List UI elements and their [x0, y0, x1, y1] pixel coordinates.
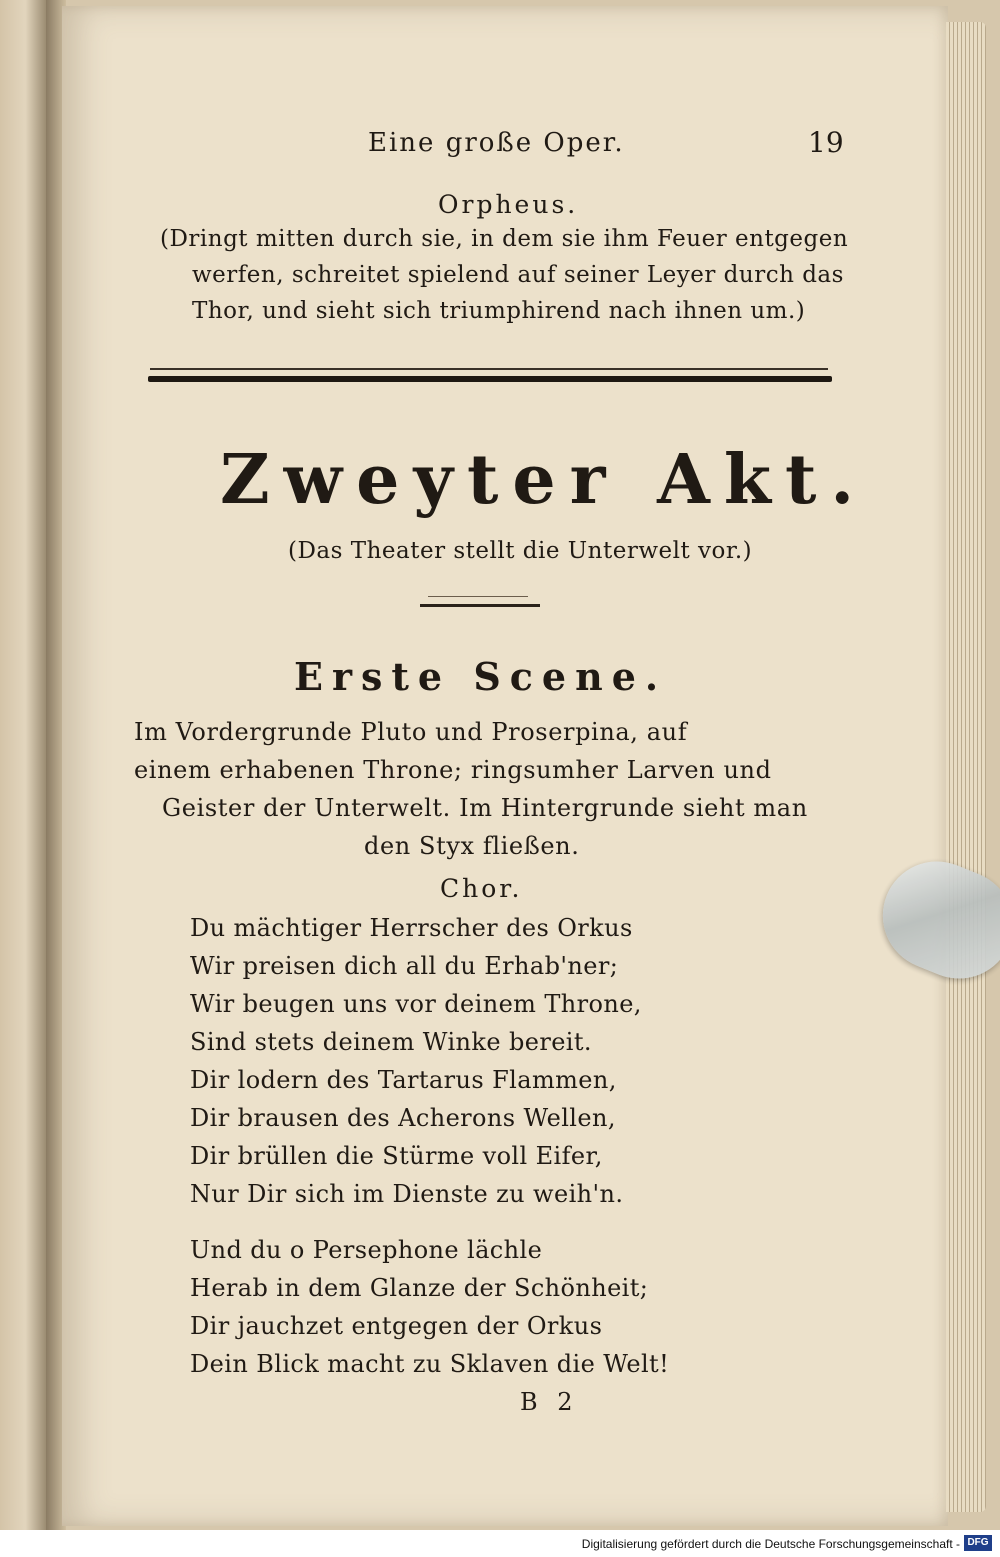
divider-thin	[150, 368, 828, 370]
verse-line: Herab in dem Glanze der Schönheit;	[190, 1274, 649, 1302]
verse-line: Nur Dir sich im Dienste zu weih'n.	[190, 1180, 624, 1208]
scene-description-line: einem erhabenen Throne; ringsumher Larven und	[134, 756, 772, 784]
verse-line: Dir lodern des Tartarus Flammen,	[190, 1066, 617, 1094]
scene-description-line: den Styx fließen.	[364, 832, 580, 860]
verse-line: Dir brüllen die Stürme voll Eifer,	[190, 1142, 603, 1170]
funding-credit: Digitalisierung gefördert durch die Deutsche Forschungsgemeinschaft -	[581, 1537, 960, 1551]
speaker-name: Orpheus.	[438, 190, 579, 219]
verse-line: Du mächtiger Herrscher des Orkus	[190, 914, 633, 942]
ornament-rule	[428, 596, 528, 597]
chorus-speaker: Chor.	[440, 874, 523, 903]
ornament-rule	[420, 604, 540, 607]
stage-direction-line: (Dringt mitten durch sie, in dem sie ihm Feuer entgegen	[160, 226, 849, 252]
verse-line: Und du o Persephone lächle	[190, 1236, 543, 1264]
page-stack-edges	[946, 22, 986, 1512]
verse-line: Dir jauchzet entgegen der Orkus	[190, 1312, 603, 1340]
verse-line: Dir brausen des Acherons Wellen,	[190, 1104, 616, 1132]
left-page-edge	[0, 0, 46, 1530]
page-number: 19	[808, 126, 844, 159]
stage-direction-line: werfen, schreitet spielend auf seiner Leyer durch das	[192, 262, 844, 288]
dfg-logo-icon: DFG	[964, 1535, 992, 1551]
scene-description-line: Im Vordergrunde Pluto und Proserpina, auf	[134, 718, 688, 746]
act-setting: (Das Theater stellt die Unterwelt vor.)	[288, 538, 753, 564]
running-title: Eine große Oper.	[368, 128, 625, 158]
divider-thick	[148, 376, 832, 382]
stage-direction-line: Thor, und sieht sich triumphirend nach ihnen um.)	[192, 298, 806, 324]
footer-bar	[0, 1530, 1000, 1557]
scene-description-line: Geister der Unterwelt. Im Hintergrunde sieht man	[162, 794, 808, 822]
scene-title: Erste Scene.	[294, 654, 668, 699]
verse-line: Wir beugen uns vor deinem Throne,	[190, 990, 642, 1018]
verse-line: Dein Blick macht zu Sklaven die Welt!	[190, 1350, 670, 1378]
signature-mark: B 2	[520, 1388, 579, 1416]
act-title: Zweyter Akt.	[220, 440, 869, 520]
verse-line: Wir preisen dich all du Erhab'ner;	[190, 952, 619, 980]
verse-line: Sind stets deinem Winke bereit.	[190, 1028, 592, 1056]
